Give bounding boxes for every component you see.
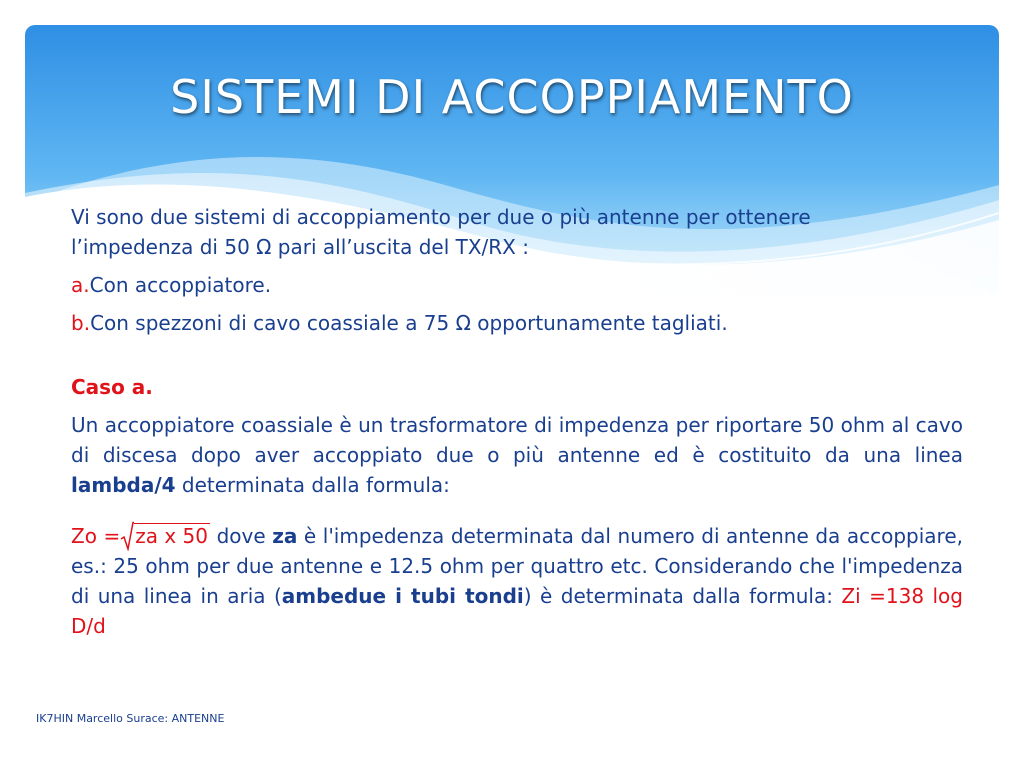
square-root-icon xyxy=(120,521,134,551)
slide-body xyxy=(71,202,963,641)
case-heading: Caso a. xyxy=(71,375,153,399)
formula-desc-2: è l'impedenza determinata dal numero di antenne da accoppiare, es.: 25 ohm per due antenne e 12.5 ohm per quattro etc. Considerando che l'impedenza di una linea in aria ( xyxy=(71,524,963,608)
formula-desc-bold: za xyxy=(272,524,298,548)
formula-desc-1: dove xyxy=(210,524,273,548)
formula-desc-bold-2: ambedue i tubi tondi xyxy=(281,584,524,608)
list-text-a: Con accoppiatore. xyxy=(89,273,272,297)
intro-line-1: Vi sono due sistemi di accoppiamento per due o più antenne per ottenere xyxy=(71,205,811,229)
list-item-a xyxy=(71,270,963,300)
case-text-part-1: Un accoppiatore coassiale è un trasformatore di impedenza per riportare 50 ohm al cavo di discesa dopo aver accoppiato due o più antenne ed è costituito da una linea xyxy=(71,413,963,467)
slide-title: SISTEMI DI ACCOPPIAMENTO xyxy=(170,70,854,124)
formula-lhs: Zo = xyxy=(71,524,121,548)
intro-line-2: l’impedenza di 50 Ω pari all’uscita del TX/RX : xyxy=(71,235,529,259)
list-text-b: Con spezzoni di cavo coassiale a 75 Ω opportunamente tagliati. xyxy=(90,311,728,335)
list-marker-b: b. xyxy=(71,311,91,335)
list-marker-a: a. xyxy=(71,273,90,297)
footer-text: IK7HIN Marcello Surace: ANTENNE xyxy=(36,712,225,725)
formula-desc-3: ) è determinata dalla formula: xyxy=(523,584,842,608)
formula-radicand: za x 50 xyxy=(135,524,209,548)
list-item-b xyxy=(71,308,963,338)
case-paragraph xyxy=(71,410,963,500)
square-root xyxy=(120,521,210,551)
case-text-bold: lambda/4 xyxy=(71,473,176,497)
formula-zi: Zi =138 log D/d xyxy=(71,584,963,638)
case-text-part-2: determinata dalla formula: xyxy=(175,473,450,497)
formula-paragraph xyxy=(71,521,963,641)
